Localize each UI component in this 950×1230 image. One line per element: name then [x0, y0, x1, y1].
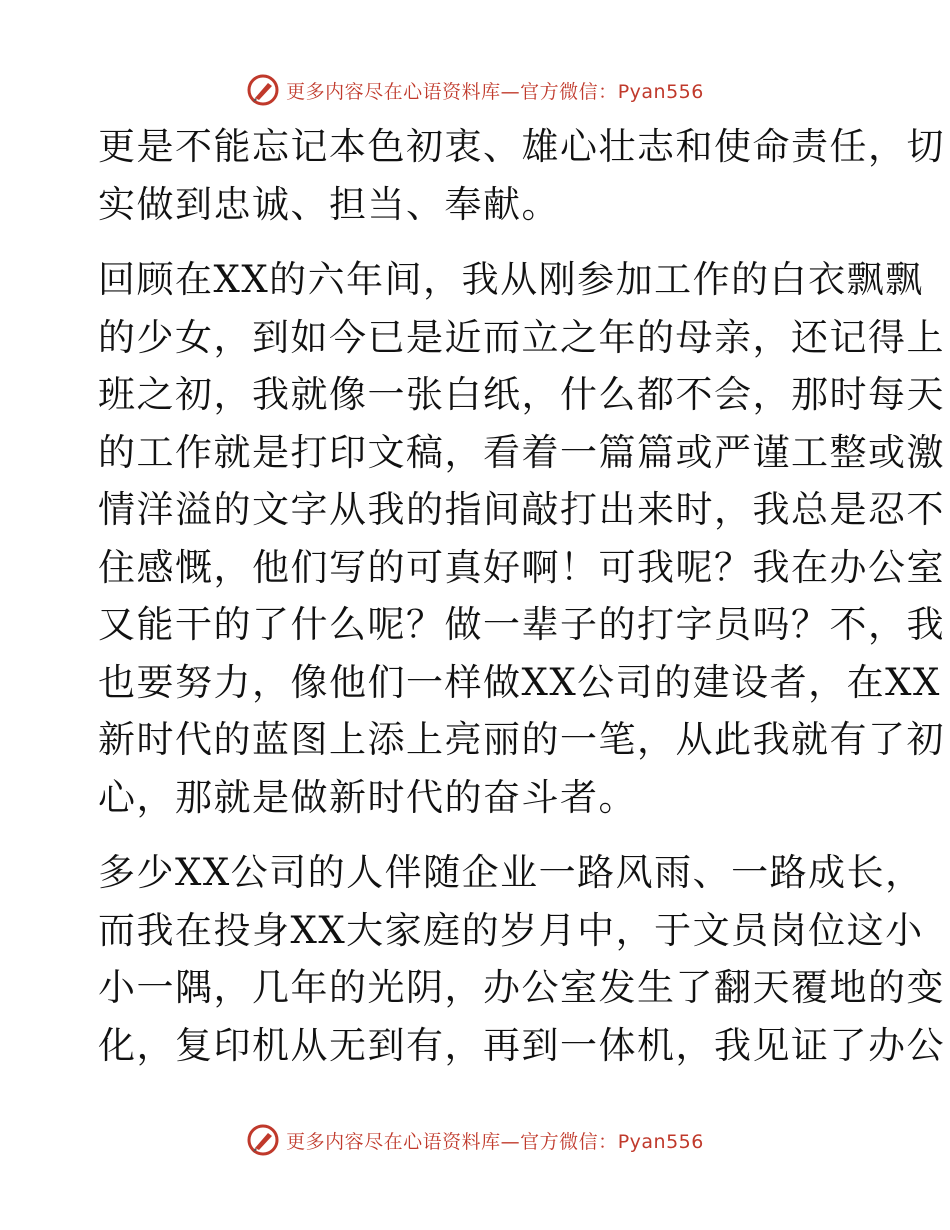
text-line: 更是不能忘记本色初衷、雄心壮志和使命责任，切	[98, 125, 945, 168]
paragraph	[98, 251, 945, 826]
text-line: 实做到忠诚、担当、奉献。	[98, 182, 560, 226]
footer-brand: 更多内容尽在心语资料库	[286, 1130, 501, 1153]
text-line: 而我在投身XX大家庭的岁月中，于文员岗位这小	[98, 908, 924, 952]
paragraph	[98, 118, 945, 233]
text-line: 也要努力，像他们一样做XX公司的建设者，在XX	[98, 660, 941, 704]
text-line: 住感慨，他们写的可真好啊！可我呢？我在办公室	[98, 545, 945, 589]
text-line: 回顾在XX的六年间，我从刚参加工作的白衣飘飘	[98, 258, 924, 301]
text-line: 的少女，到如今已是近而立之年的母亲，还记得上	[98, 315, 945, 359]
footer-wechat-id: Pyan556	[617, 1130, 704, 1153]
text-line: 小一隅，几年的光阴，办公室发生了翻天覆地的变	[98, 966, 945, 1009]
pen-logo-icon	[246, 73, 280, 107]
footer-watermark	[0, 1120, 950, 1160]
text-line: 多少XX公司的人伴随企业一路风雨、一路成长，	[98, 851, 924, 894]
text-line: 情洋溢的文字从我的指间敲打出来时，我总是忍不	[98, 488, 945, 531]
text-line: 化，复印机从无到有，再到一体机，我见证了办公	[98, 1023, 945, 1067]
header-watermark	[0, 70, 950, 110]
text-line: 的工作就是打印文稿，看着一篇篇或严谨工整或激	[98, 430, 945, 474]
header-dash: —	[500, 80, 521, 103]
paragraph	[98, 844, 945, 1074]
header-wechat-label: 官方微信：	[520, 80, 618, 103]
header-brand: 更多内容尽在心语资料库	[286, 80, 501, 103]
text-line: 心，那就是做新时代的奋斗者。	[98, 775, 637, 819]
header-text	[286, 77, 704, 104]
document-body	[98, 118, 945, 1074]
pen-logo-icon	[246, 1123, 280, 1157]
footer-dash: —	[500, 1130, 521, 1153]
header-wechat-id: Pyan556	[617, 80, 704, 103]
footer-text	[286, 1127, 704, 1154]
text-line: 新时代的蓝图上添上亮丽的一笔，从此我就有了初	[98, 718, 945, 761]
text-line: 班之初，我就像一张白纸，什么都不会，那时每天	[98, 373, 945, 416]
text-line: 又能干的了什么呢？做一辈子的打字员吗？不，我	[98, 603, 945, 646]
footer-wechat-label: 官方微信：	[520, 1130, 618, 1153]
